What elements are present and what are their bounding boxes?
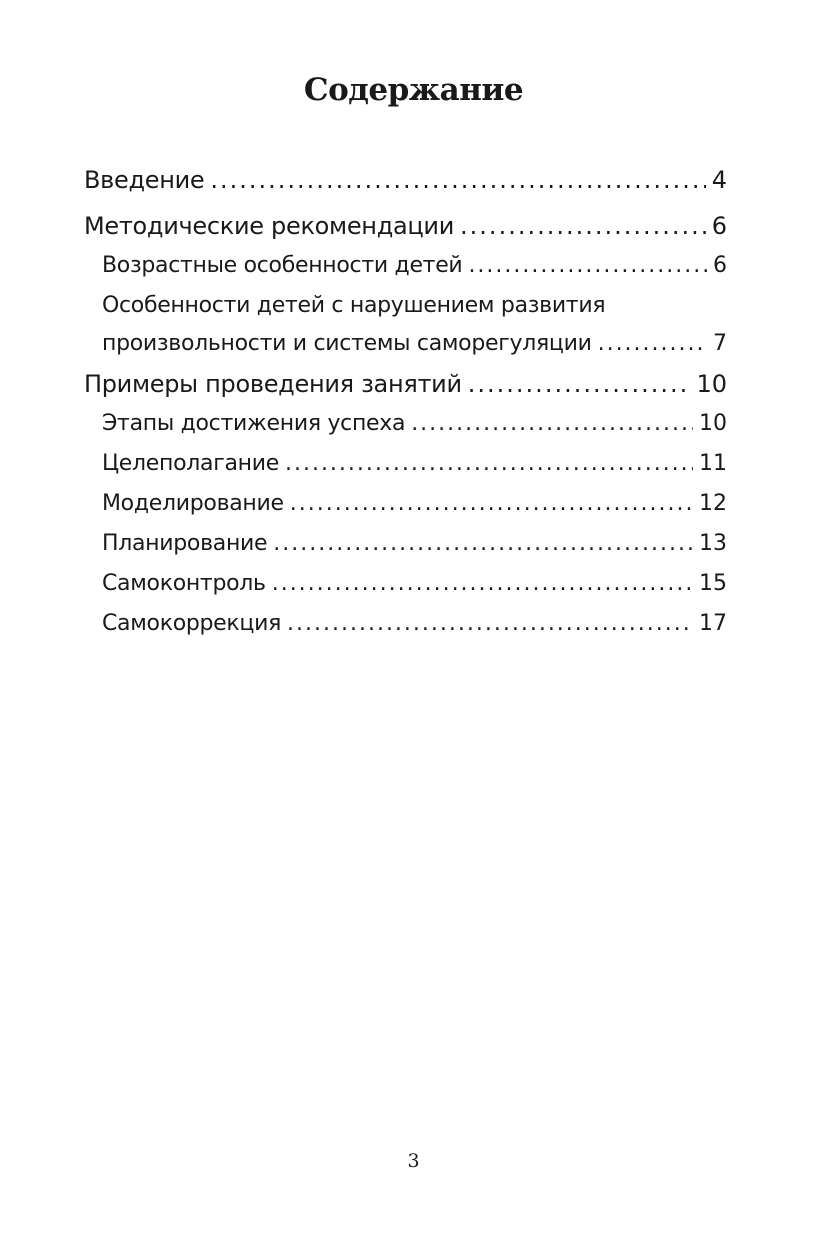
- dot-leader: [468, 246, 707, 286]
- toc-entry-planning[interactable]: [84, 524, 727, 564]
- toc-entry-title: Самоконтроль: [102, 571, 266, 596]
- toc-entry-modeling[interactable]: [84, 484, 727, 524]
- toc-entry-page: 4: [711, 166, 727, 194]
- toc-entry-title: Примеры проведения занятий: [84, 370, 462, 398]
- page-number: 3: [407, 1150, 420, 1172]
- toc-entry-page: 12: [699, 491, 727, 516]
- toc-entry-line: [84, 324, 727, 364]
- toc-entry-title: Целеполагание: [102, 451, 279, 476]
- dot-leader: [273, 524, 693, 564]
- toc-entry-page: 17: [699, 611, 727, 636]
- dot-leader: [460, 206, 706, 246]
- toc-entry-title: Моделирование: [102, 491, 284, 516]
- dot-leader: [272, 564, 693, 604]
- toc-entry-page: 6: [711, 212, 727, 240]
- page-title: Содержание: [303, 72, 524, 108]
- toc-entry-title: Этапы достижения успеха: [102, 411, 406, 436]
- toc-entry-goal-setting[interactable]: [84, 444, 727, 484]
- dot-leader: [290, 484, 693, 524]
- toc-entry-age-features[interactable]: [84, 246, 727, 286]
- toc-entry-title: Самокоррекция: [102, 611, 282, 636]
- dot-leader: [598, 324, 707, 364]
- toc-entry-title-line2: произвольности и системы саморегуляции: [102, 331, 592, 356]
- toc-entry-title: Возрастные особенности детей: [102, 253, 463, 278]
- toc-entry-self-correction[interactable]: [84, 604, 727, 644]
- toc-entry-line: [84, 286, 727, 324]
- toc-entry-page: 15: [699, 571, 727, 596]
- toc-entry-methodical-recommendations[interactable]: [84, 206, 727, 246]
- dot-leader: [468, 364, 691, 404]
- dot-leader: [411, 404, 693, 444]
- toc-entry-page: 7: [713, 331, 727, 356]
- dot-leader: [287, 604, 693, 644]
- toc-entry-page: 11: [699, 451, 727, 476]
- toc-entry-introduction[interactable]: [84, 160, 727, 200]
- toc-entry-title: Методические рекомендации: [84, 212, 455, 240]
- toc-entry-page: 13: [699, 531, 727, 556]
- dot-leader: [285, 444, 693, 484]
- table-of-contents: [84, 160, 727, 644]
- toc-entry-stages-of-success[interactable]: [84, 404, 727, 444]
- toc-entry-page: 10: [699, 411, 727, 436]
- toc-entry-page: 6: [713, 253, 727, 278]
- toc-entry-lesson-examples[interactable]: [84, 364, 727, 404]
- toc-entry-page: 10: [696, 370, 727, 398]
- toc-entry-self-control[interactable]: [84, 564, 727, 604]
- dot-leader: [210, 160, 705, 200]
- toc-entry-title: Введение: [84, 166, 205, 194]
- toc-entry-self-regulation-disorders[interactable]: [84, 286, 727, 364]
- toc-entry-title-line1: Особенности детей с нарушением развития: [102, 293, 606, 318]
- toc-entry-title: Планирование: [102, 531, 268, 556]
